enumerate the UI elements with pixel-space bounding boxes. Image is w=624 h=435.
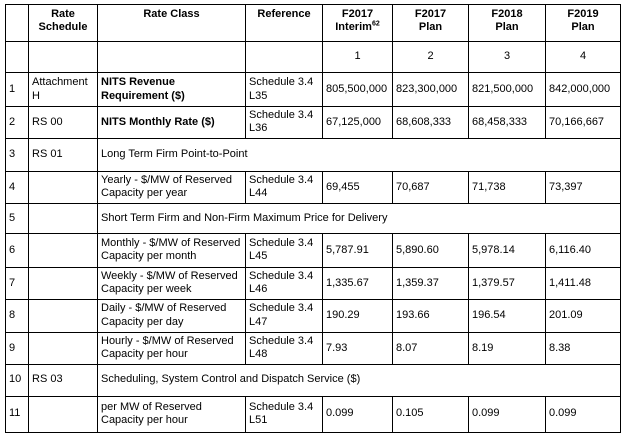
value-cell: 842,000,000: [546, 73, 621, 107]
rate-schedule-cell: [29, 267, 98, 299]
reference-cell: Schedule 3.4 L45: [246, 233, 323, 267]
value-cell: 190.29: [323, 299, 393, 332]
header-f2018-plan: [469, 5, 546, 42]
rate-schedule-cell: RS 00: [29, 107, 98, 139]
value-cell: 5,978.14: [469, 233, 546, 267]
rate-schedule-cell: RS 03: [29, 364, 98, 396]
reference-cell: Schedule 3.4 L46: [246, 267, 323, 299]
rate-schedule-table: [5, 4, 621, 433]
header-text: Plan: [495, 21, 519, 34]
header-text: Reference: [257, 8, 311, 20]
header-text: F2019: [567, 8, 599, 20]
header-blank-cell: [6, 5, 29, 42]
table-row: [6, 203, 621, 233]
header-text: Schedule: [38, 21, 88, 34]
header-text: Plan: [418, 21, 443, 34]
section-title-cell: Short Term Firm and Non-Firm Maximum Price for Delivery: [98, 203, 621, 233]
blank-cell: [29, 42, 98, 73]
row-number-cell: 2: [6, 107, 29, 139]
row-number-cell: 1: [6, 73, 29, 107]
reference-cell: Schedule 3.4 L48: [246, 332, 323, 364]
value-cell: 1,359.37: [393, 267, 469, 299]
value-cell: 201.09: [546, 299, 621, 332]
table-row: [6, 171, 621, 203]
value-cell: 6,116.40: [546, 233, 621, 267]
blank-cell: [98, 42, 246, 73]
rate-class-cell: NITS Monthly Rate ($): [98, 107, 246, 139]
value-cell: 71,738: [469, 171, 546, 203]
table-row: [6, 73, 621, 107]
value-cell: 823,300,000: [393, 73, 469, 107]
rate-schedule-cell: [29, 332, 98, 364]
value-cell: 8.38: [546, 332, 621, 364]
rate-class-cell: Yearly - $/MW of Reserved Capacity per year: [98, 171, 246, 203]
value-cell: 67,125,000: [323, 107, 393, 139]
rate-class-cell: Monthly - $/MW of Reserved Capacity per month: [98, 233, 246, 267]
header-text: Interim: [335, 21, 372, 34]
column-number-row: [6, 42, 621, 73]
footnote-superscript: 62: [371, 20, 380, 28]
value-cell: 196.54: [469, 299, 546, 332]
table-row: [6, 233, 621, 267]
row-number-cell: 7: [6, 267, 29, 299]
header-text: F2017: [414, 8, 447, 20]
row-number-cell: 8: [6, 299, 29, 332]
rate-class-cell: per MW of Reserved Capacity per hour: [98, 396, 246, 432]
header-rate-schedule: [29, 5, 98, 42]
value-cell: 0.105: [393, 396, 469, 432]
value-cell: 0.099: [469, 396, 546, 432]
header-text: Plan: [571, 21, 595, 34]
blank-cell: [6, 42, 29, 73]
value-cell: 805,500,000: [323, 73, 393, 107]
table-row: [6, 364, 621, 396]
value-cell: 68,608,333: [393, 107, 469, 139]
value-cell: 193.66: [393, 299, 469, 332]
blank-cell: [246, 42, 323, 73]
table-row: [6, 107, 621, 139]
value-cell: 68,458,333: [469, 107, 546, 139]
value-cell: 70,166,667: [546, 107, 621, 139]
rate-schedule-cell: RS 01: [29, 138, 98, 171]
row-number-cell: 5: [6, 203, 29, 233]
header-reference: [246, 5, 323, 42]
rate-schedule-cell: [29, 396, 98, 432]
column-number: 1: [323, 42, 393, 73]
value-cell: 5,787.91: [323, 233, 393, 267]
value-cell: 821,500,000: [469, 73, 546, 107]
section-title-cell: Scheduling, System Control and Dispatch Service ($): [98, 364, 621, 396]
header-text: F2018: [491, 8, 523, 20]
rate-schedule-cell: Attachment H: [29, 73, 98, 107]
header-text: F2017: [341, 8, 374, 20]
value-cell: 0.099: [323, 396, 393, 432]
value-cell: 1,335.67: [323, 267, 393, 299]
table-row: [6, 267, 621, 299]
reference-cell: Schedule 3.4 L35: [246, 73, 323, 107]
column-number: 4: [546, 42, 621, 73]
row-number-cell: 4: [6, 171, 29, 203]
row-number-cell: 6: [6, 233, 29, 267]
rate-schedule-cell: [29, 299, 98, 332]
rate-class-cell: Weekly - $/MW of Reserved Capacity per week: [98, 267, 246, 299]
row-number-cell: 3: [6, 138, 29, 171]
value-cell: 8.07: [393, 332, 469, 364]
row-number-cell: 11: [6, 396, 29, 432]
table-row: [6, 332, 621, 364]
row-number-cell: 9: [6, 332, 29, 364]
header-f2017-plan: [393, 5, 469, 42]
table-row: [6, 396, 621, 432]
row-number-cell: 10: [6, 364, 29, 396]
header-row: [6, 5, 621, 42]
value-cell: 5,890.60: [393, 233, 469, 267]
value-cell: 73,397: [546, 171, 621, 203]
reference-cell: Schedule 3.4 L36: [246, 107, 323, 139]
table-row: [6, 299, 621, 332]
column-number: 2: [393, 42, 469, 73]
header-text: Rate Class: [143, 8, 200, 20]
section-title-cell: Long Term Firm Point-to-Point: [98, 138, 621, 171]
rate-class-cell: Hourly - $/MW of Reserved Capacity per hour: [98, 332, 246, 364]
value-cell: 0.099: [546, 396, 621, 432]
rate-class-cell: NITS Revenue Requirement ($): [98, 73, 246, 107]
header-rate-class: [98, 5, 246, 42]
value-cell: 7.93: [323, 332, 393, 364]
reference-cell: Schedule 3.4 L47: [246, 299, 323, 332]
header-f2017-interim: [323, 5, 393, 42]
rate-schedule-cell: [29, 203, 98, 233]
value-cell: 1,379.57: [469, 267, 546, 299]
value-cell: 1,411.48: [546, 267, 621, 299]
rate-class-cell: Daily - $/MW of Reserved Capacity per day: [98, 299, 246, 332]
rate-schedule-cell: [29, 171, 98, 203]
reference-cell: Schedule 3.4 L51: [246, 396, 323, 432]
header-text: Rate: [51, 8, 75, 20]
header-f2019-plan: [546, 5, 621, 42]
value-cell: 69,455: [323, 171, 393, 203]
value-cell: 70,687: [393, 171, 469, 203]
reference-cell: Schedule 3.4 L44: [246, 171, 323, 203]
column-number: 3: [469, 42, 546, 73]
table-row: [6, 138, 621, 171]
rate-schedule-cell: [29, 233, 98, 267]
value-cell: 8.19: [469, 332, 546, 364]
